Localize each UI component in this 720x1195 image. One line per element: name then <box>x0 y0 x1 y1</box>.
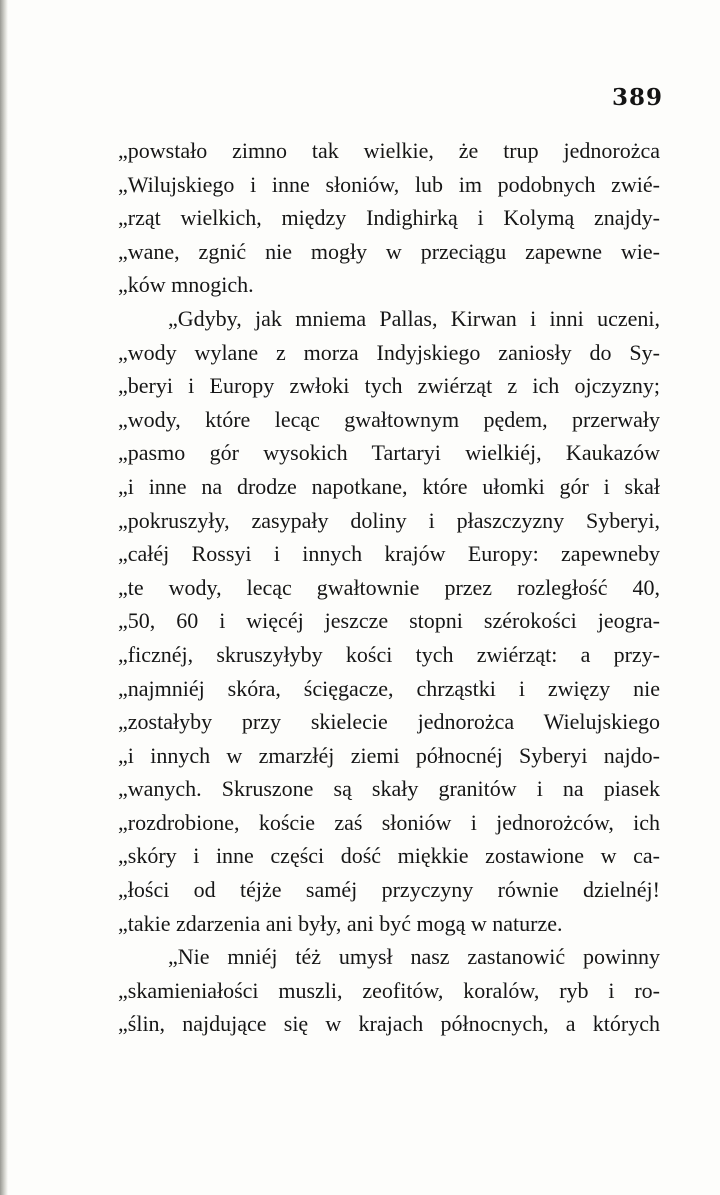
text-line: „wane, zgnić nie mogły w przeciągu zapewne wie- <box>118 238 660 264</box>
text-line: „zostałyby przy skielecie jednorożca Wielujskiego <box>118 709 660 735</box>
text-line: „i inne na drodze napotkane, które ułomki gór i skał <box>118 473 660 499</box>
text-line: „beryi i Europy zwłoki tych zwiérząt z ich ojczyzny; <box>118 373 660 399</box>
text-line: „ślin, najdujące się w krajach północnych, a których <box>118 1011 660 1037</box>
text-line: „skamieniałości muszli, zeofitów, koralów, ryb i ro- <box>118 977 660 1003</box>
text-line: „50, 60 i więcéj jeszcze stopni szérokości jeogra- <box>118 608 660 634</box>
text-line: „te wody, lecąc gwałtownie przez rozległość 40, <box>118 574 660 600</box>
text-line: „wody, które lecąc gwałtownym pędem, przerwały <box>118 406 660 432</box>
paragraph-start-line: „Gdyby, jak mniema Pallas, Kirwan i inni uczeni, <box>168 305 660 331</box>
text-line: „wody wylane z morza Indyjskiego zaniosły do Sy- <box>118 339 660 365</box>
body-text <box>118 134 660 1041</box>
page-binding-edge <box>0 0 8 1195</box>
text-line: „całéj Rossyi i innych krajów Europy: zapewneby <box>118 541 660 567</box>
text-line: „Wilujskiego i inne słoniów, lub im podobnych zwié- <box>118 171 660 197</box>
text-line: „łości od téjże saméj przyczyny równie dzielnéj! <box>118 877 660 903</box>
text-line: „ficznéj, skruszyłyby kości tych zwiérząt: a przy- <box>118 641 660 667</box>
text-line: „pokruszyły, zasypały doliny i płaszczyzny Syberyi, <box>118 507 660 533</box>
text-line: „takie zdarzenia ani były, ani być mogą w naturze. <box>118 910 563 936</box>
text-line: „i innych w zmarzłéj ziemi północnéj Syberyi najdo- <box>118 742 660 768</box>
page-number: 389 <box>612 84 664 111</box>
text-line: „rząt wielkich, między Indighirką i Kolymą znajdy- <box>118 205 660 231</box>
text-line: „rozdrobione, koście zaś słoniów i jednorożców, ich <box>118 809 660 835</box>
text-line: „wanych. Skruszone są skały granitów i na piasek <box>118 776 660 802</box>
text-line: „skóry i inne części dość miękkie zostawione w ca- <box>118 843 660 869</box>
paragraph-start-line: „Nie mniéj téż umysł nasz zastanowić powinny <box>168 944 660 970</box>
text-line: „pasmo gór wysokich Tartaryi wielkiéj, Kaukazów <box>118 440 660 466</box>
text-line: „powstało zimno tak wielkie, że trup jednorożca <box>118 138 660 163</box>
text-line: „ków mnogich. <box>118 272 254 298</box>
text-line: „najmniéj skóra, ścięgacze, chrząstki i zwięzy nie <box>118 675 660 701</box>
